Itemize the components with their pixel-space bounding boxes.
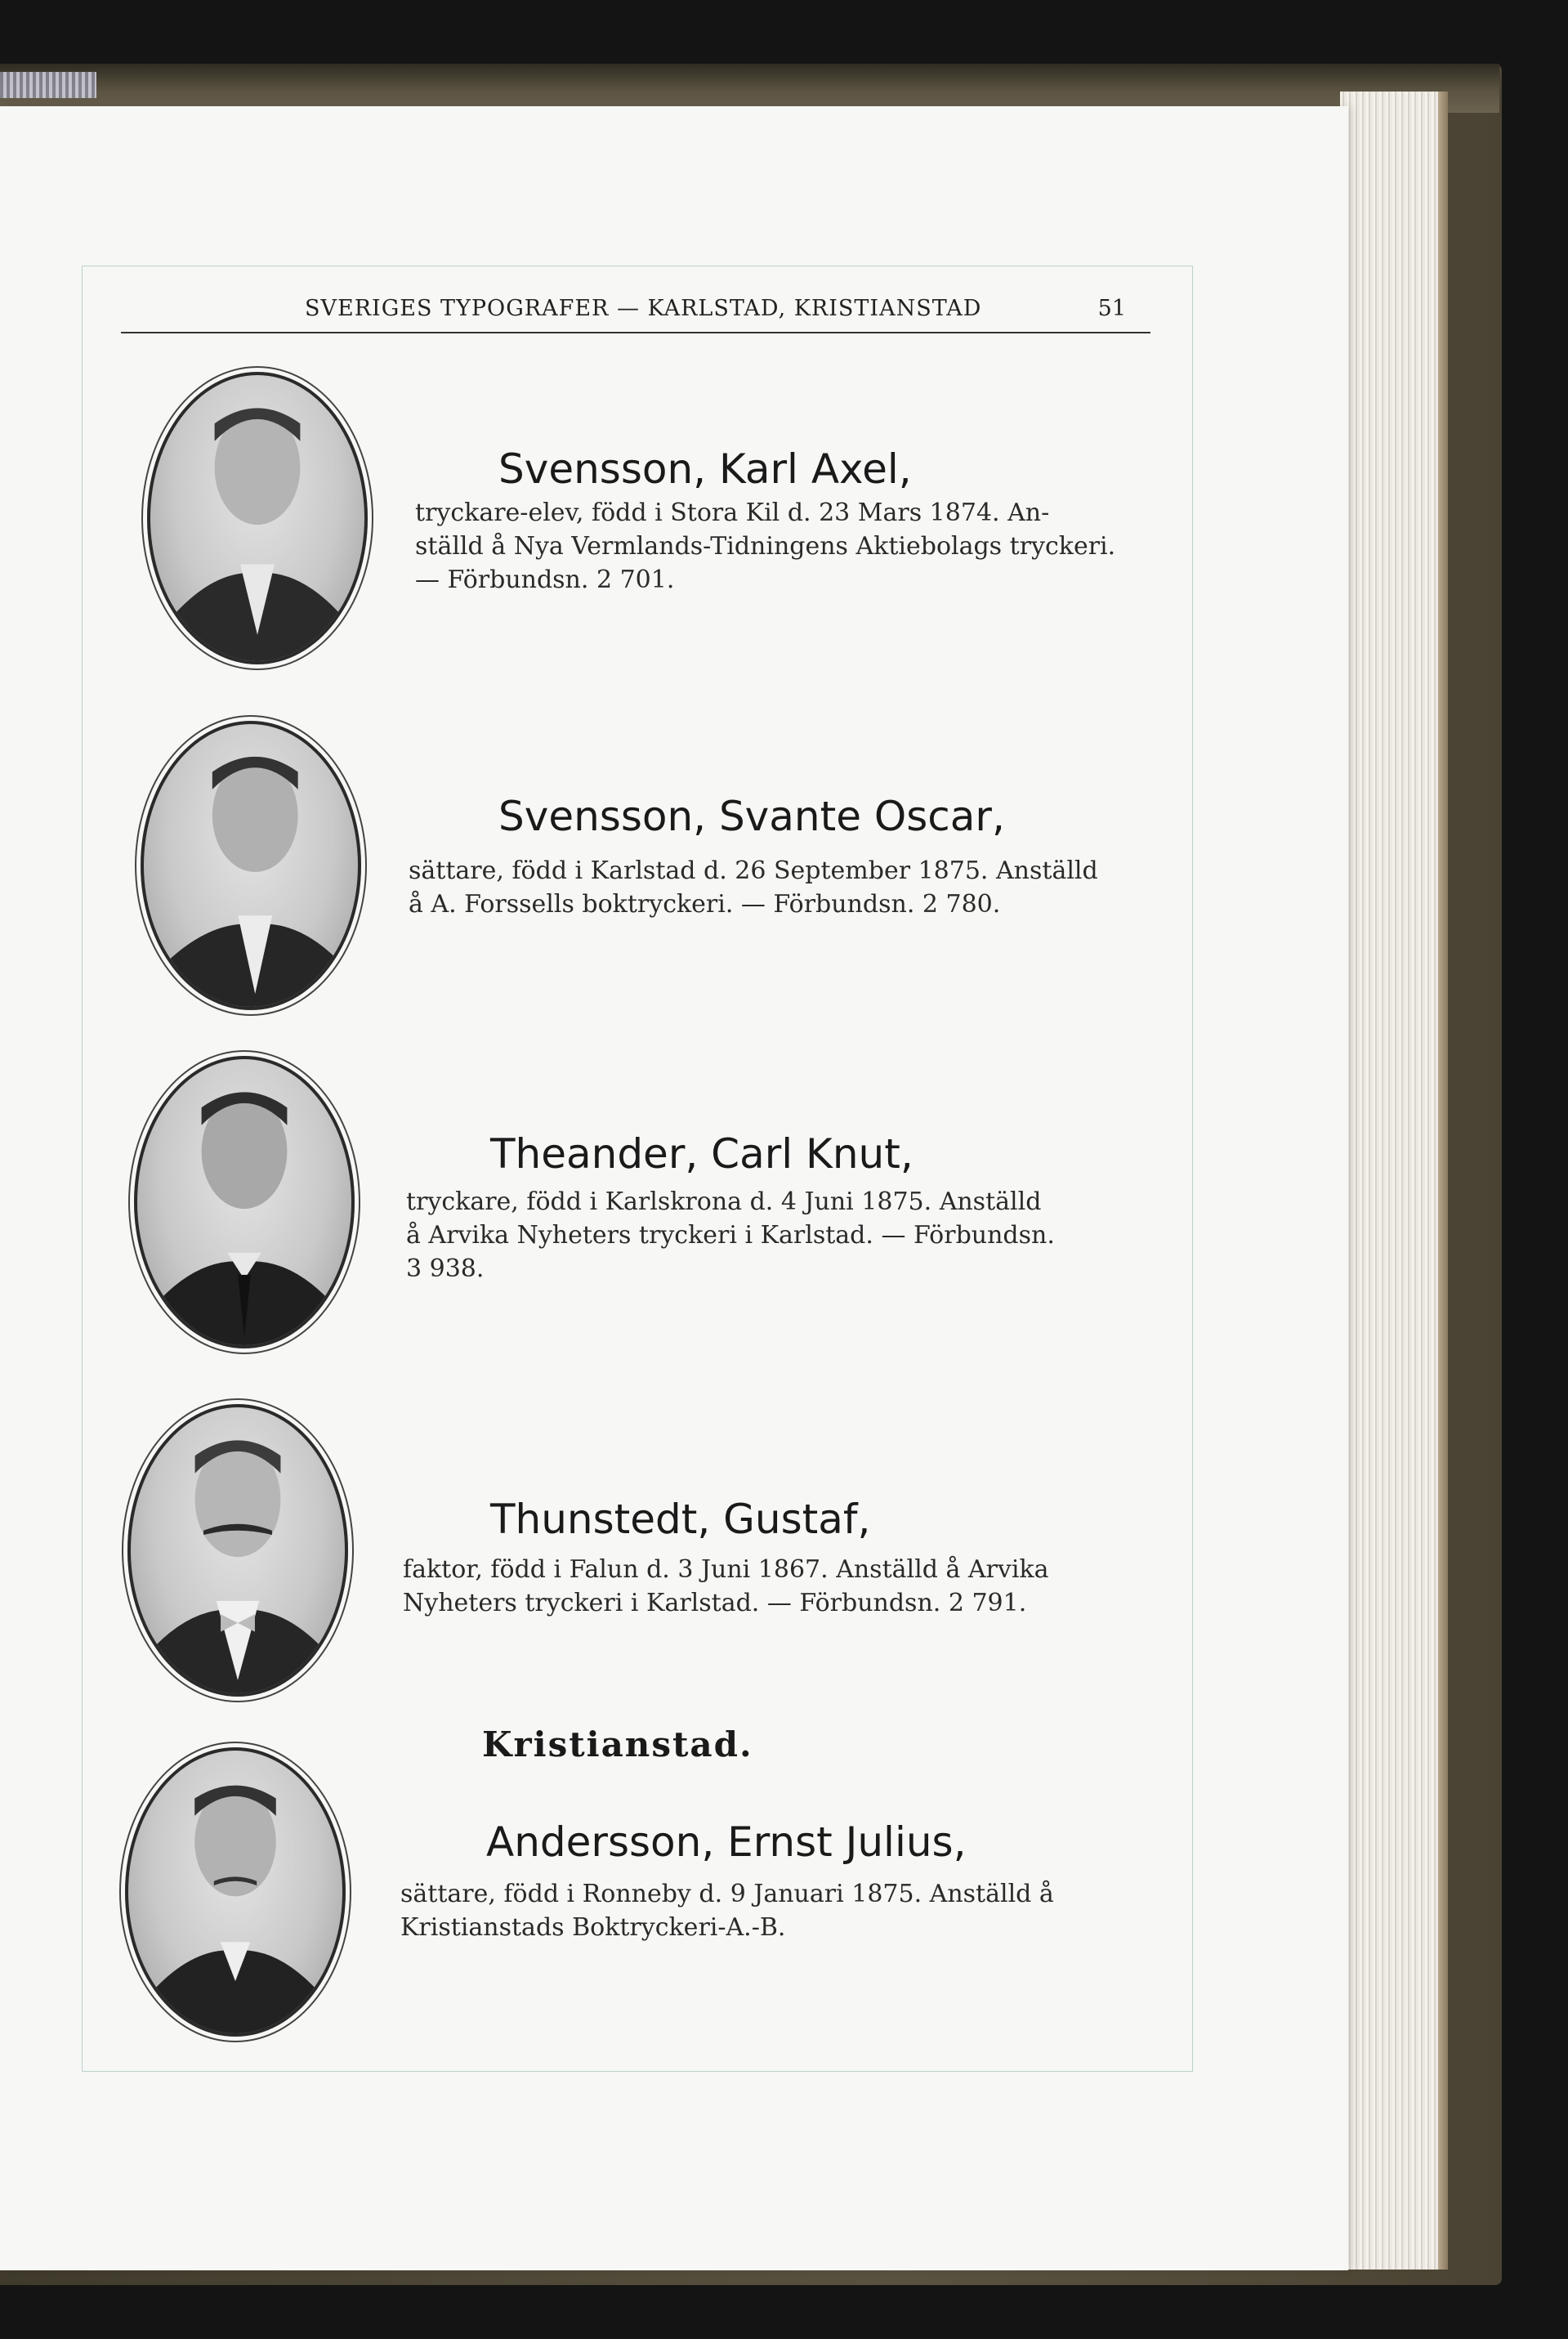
running-header-title: SVERIGES TYPOGRAFER — KARLSTAD, KRISTIANSTAD (305, 296, 982, 321)
entry-bio (400, 1877, 1136, 1944)
spine-bookmark-strip (0, 72, 96, 98)
portrait-photo (125, 1747, 346, 2037)
bio-line: Kristianstads Boktryckeri-A.-B. (400, 1913, 786, 1942)
entry-name: Svensson, Svante Oscar, (498, 793, 1005, 840)
bio-line: faktor, född i Falun d. 3 Juni 1867. Anställd å Arvika (403, 1555, 1049, 1584)
portrait-photo (127, 1404, 348, 1697)
bio-line: Nyheters tryckeri i Karlstad. — Förbundsn. 2 791. (403, 1589, 1027, 1617)
bio-line: sättare, född i Ronneby d. 9 Januari 1875. Anställd å (400, 1880, 1054, 1908)
bio-line: — Förbundsn. 2 701. (415, 566, 675, 594)
page-number: 51 (1097, 296, 1126, 321)
running-header (121, 293, 1150, 333)
page-edges-shadow (1438, 92, 1448, 2270)
bio-line: tryckare-elev, född i Stora Kil d. 23 Mars 1874. An- (415, 499, 1050, 527)
portrait-photo (147, 372, 368, 664)
bio-line: tryckare, född i Karlskrona d. 4 Juni 1875. Anställd (406, 1187, 1042, 1216)
book-cover-top-edge (0, 64, 1499, 113)
portrait-photo (134, 1056, 355, 1348)
entry-name: Svensson, Karl Axel, (498, 445, 912, 493)
portrait-photo (141, 721, 361, 1010)
bio-line: ställd å Nya Vermlands-Tidningens Aktiebolags tryckeri. (415, 532, 1116, 561)
entry-name: Andersson, Ernst Julius, (486, 1818, 967, 1866)
bio-line: 3 938. (406, 1254, 485, 1283)
entry-name: Theander, Carl Knut, (490, 1130, 914, 1178)
entry-bio (403, 1553, 1138, 1620)
bio-line: å Arvika Nyheters tryckeri i Karlstad. — Förbundsn. (406, 1221, 1055, 1250)
section-heading: Kristianstad. (482, 1724, 753, 1764)
entry-name: Thunstedt, Gustaf, (490, 1496, 871, 1543)
bio-line: sättare, född i Karlstad d. 26 September 1875. Anställd (409, 856, 1098, 885)
entry-bio (406, 1185, 1141, 1286)
page-edges (1340, 92, 1447, 2270)
bio-line: å A. Forssells boktryckeri. — Förbundsn. 2 780. (409, 890, 1001, 919)
entry-bio (415, 496, 1150, 597)
entry-bio (409, 854, 1144, 921)
